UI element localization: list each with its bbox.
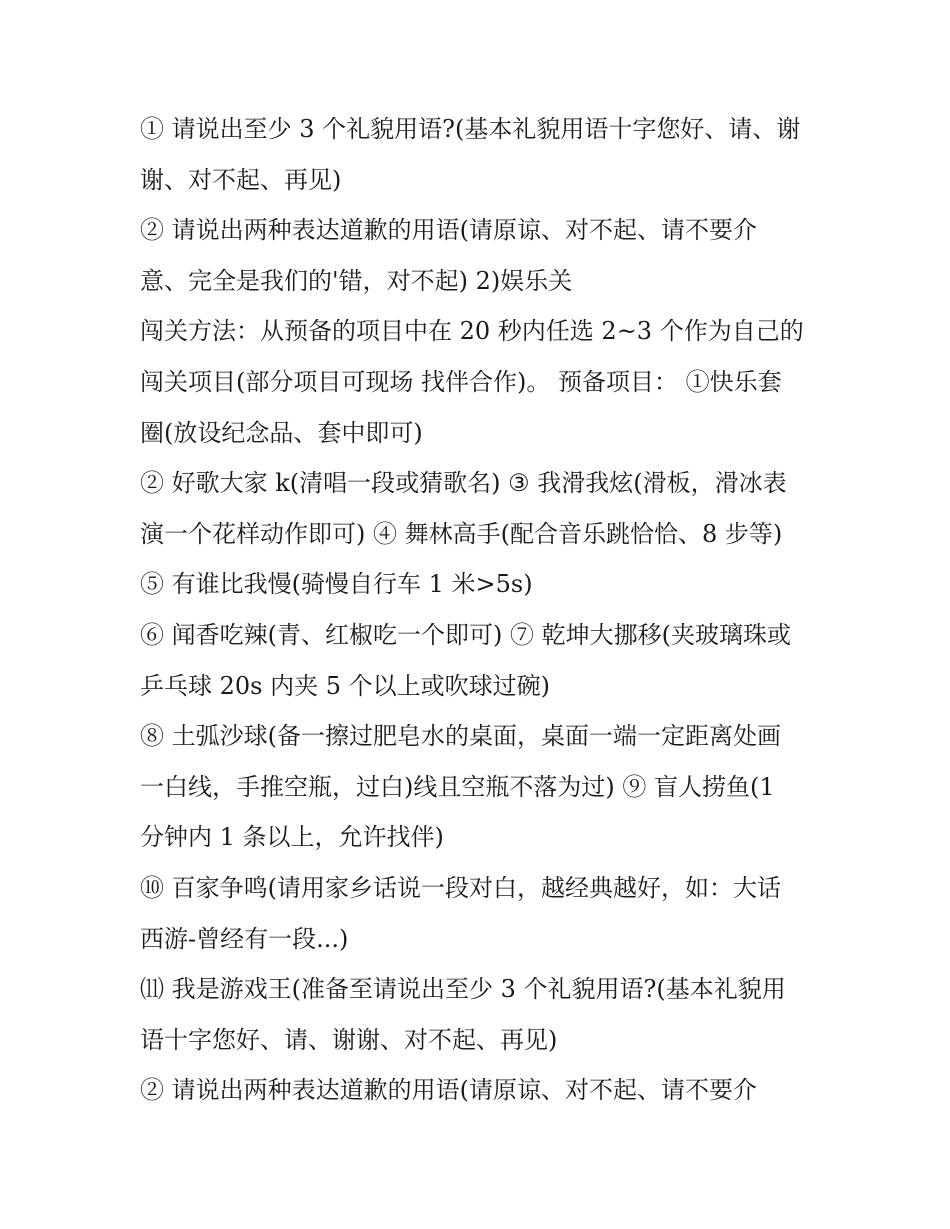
- text-line: ⑤ 有谁比我慢(骑慢自行车 1 米>5s): [140, 570, 533, 599]
- text-line: 一白线，手推空瓶，过白)线且空瓶不落为过) ⑨ 盲人捞鱼(1: [140, 772, 775, 801]
- text-line: 闯关项目(部分项目可现场 找伴合作)。 预备项目： ①快乐套: [140, 367, 782, 396]
- text-line: 闯关方法：从预备的项目中在 20 秒内任选 2~3 个作为自己的: [140, 317, 804, 346]
- text-line: ⑾ 我是游戏王(准备至请说出至少 3 个礼貌用语?(基本礼貌用: [140, 975, 786, 1004]
- text-line: 演一个花样动作即可) ④ 舞林高手(配合音乐跳恰恰、8 步等): [140, 519, 783, 548]
- text-line: 语十字您好、请、谢谢、对不起、再见): [140, 1025, 558, 1054]
- text-line: ② 好歌大家 k(清唱一段或猜歌名) ③ 我滑我炫(滑板，滑冰表: [140, 469, 787, 498]
- text-line: ⑧ 土弧沙球(备一擦过肥皂水的桌面，桌面一端一定距离处画: [140, 722, 781, 751]
- text-line: 分钟内 1 条以上，允许找伴): [140, 823, 444, 852]
- text-line: 谢、对不起、再见): [140, 165, 342, 194]
- text-line: 意、完全是我们的'错，对不起) 2)娱乐关: [140, 266, 573, 295]
- text-line: ⑩ 百家争鸣(请用家乡话说一段对白，越经典越好，如：大话: [140, 873, 781, 902]
- document-body: [140, 104, 820, 1116]
- text-line: 圈(放设纪念品、套中即可): [140, 418, 423, 447]
- text-line: 乒乓球 20s 内夹 5 个以上或吹球过碗): [140, 671, 551, 700]
- text-line: 西游-曾经有一段...): [140, 924, 349, 953]
- text-line: ① 请说出至少 3 个礼貌用语?(基本礼貌用语十字您好、请、谢: [140, 115, 801, 143]
- text-line: ② 请说出两种表达道歉的用语(请原谅、对不起、请不要介: [140, 216, 757, 245]
- text-line: ② 请说出两种表达道歉的用语(请原谅、对不起、请不要介: [140, 1076, 757, 1105]
- text-line: ⑥ 闻香吃辣(青、红椒吃一个即可) ⑦ 乾坤大挪移(夹玻璃珠或: [140, 620, 791, 649]
